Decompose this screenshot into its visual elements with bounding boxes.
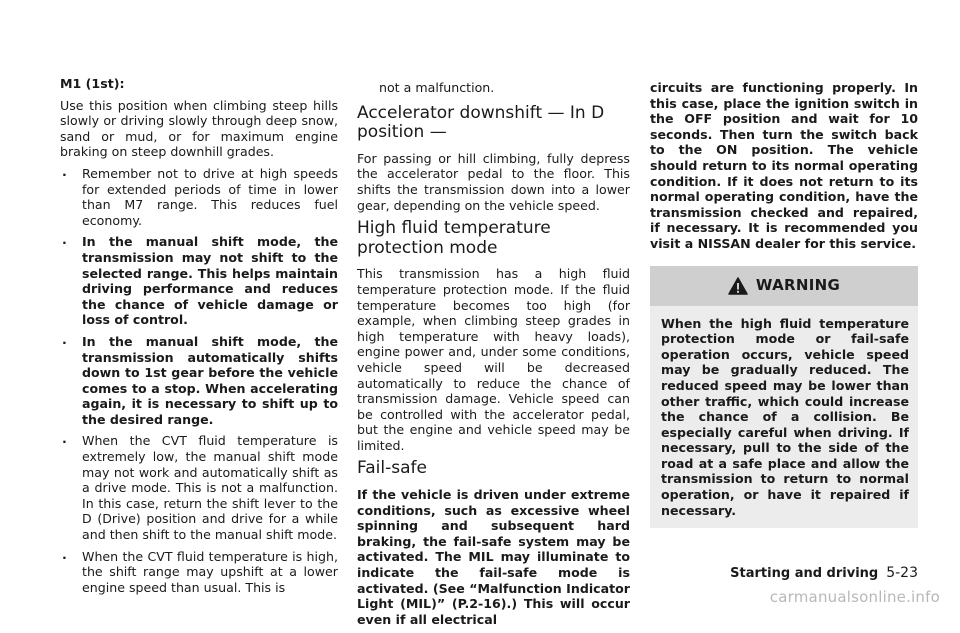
section-title: Starting and driving [730, 566, 879, 581]
m1-heading: M1 (1st): [60, 76, 125, 91]
list-item: . In the manual shift mode, the transmission may not shift to the selected range. This helps maintain driving performance and reduces the chance of vehicle damage or loss of control. [60, 234, 338, 328]
high-fluid-temp-text: This transmission has a high fluid temperature protection mode. If the fluid temperature becomes too high (for example, when climbing steep grades in high temperature with heavy loads), engine power and, under some conditions, vehicle speed will be decreased automatically to reduce the chance of transmission damage. Vehicle speed can be controlled with the accelerator pedal, but the engine and vehicle speed may be limited. [357, 266, 630, 453]
page-number: 5-23 [886, 565, 918, 581]
warning-header [650, 266, 918, 306]
column-right [650, 80, 918, 528]
m1-description: Use this position when climbing steep hills slowly or driving slowly through deep snow, sand or mud, or for maximum engine braking on steep downhill grades. [60, 97, 338, 160]
column-left [60, 76, 338, 601]
column-middle [357, 80, 630, 633]
fail-safe-continuation: circuits are functioning properly. In this case, place the ignition switch in the OFF position and wait for 10 seconds. Then turn the switch back to the ON position. The vehicle should return to its normal operating condition. If it does not return to its normal operating condition, have the transmission checked and repaired, if necessary. It is recommended you visit a NISSAN dealer for this service. [650, 80, 918, 251]
list-item: . When the CVT fluid temperature is high, the shift range may upshift at a lower engine speed than usual. This is [60, 549, 338, 596]
watermark: carmanualsonline.info [769, 588, 940, 606]
warning-icon [728, 277, 748, 295]
list-item: . Remember not to drive at high speeds for extended periods of time in lower than M7 range. This reduces fuel economy. [60, 166, 338, 228]
warning-title: WARNING [755, 275, 841, 294]
high-fluid-temp-heading: High fluid temperature protection mode [357, 218, 551, 258]
accelerator-downshift-text: For passing or hill climbing, fully depress the accelerator pedal to the floor. This shifts the transmission down into a lower gear, depending on the vehicle speed. [357, 150, 630, 213]
warning-body: When the high fluid temperature protection mode or fail-safe operation occurs, vehicle speed may be gradually reduced. The reduced speed may be lower than other traffic, which could increase the chance of a collision. Be especially careful when driving. If necessary, pull to the side of the road at a safe place and allow the transmission to return to normal operation, or have it repaired if necessary. [650, 306, 918, 529]
manual-mode-notes [60, 166, 338, 595]
fail-safe-heading: Fail-safe [357, 458, 427, 479]
fail-safe-text: If the vehicle is driven under extreme conditions, such as excessive wheel spinning and subsequent hard braking, the fail-safe system may be activated. The MIL may illuminate to indicate the fail-safe mode is activated. (See “Malfunction Indicator Light (MIL)” (P.2-16).) This will occur even if all electrical [357, 487, 630, 627]
list-item: . In the manual shift mode, the transmission automatically shifts down to 1st gear before the vehicle comes to a stop. When accelerating again, it is necessary to shift up to the desired range. [60, 334, 338, 428]
page-footer [730, 565, 918, 581]
accelerator-downshift-heading: Accelerator downshift — In D position — [357, 102, 605, 143]
continuation-text: not a malfunction. [379, 80, 495, 95]
list-item: . When the CVT fluid temperature is extremely low, the manual shift mode may not work and automatically shift as a drive mode. This is not a malfunction. In this case, return the shift lever to the D (Drive) position and drive for a while and then shift to the manual shift mode. [60, 433, 338, 542]
